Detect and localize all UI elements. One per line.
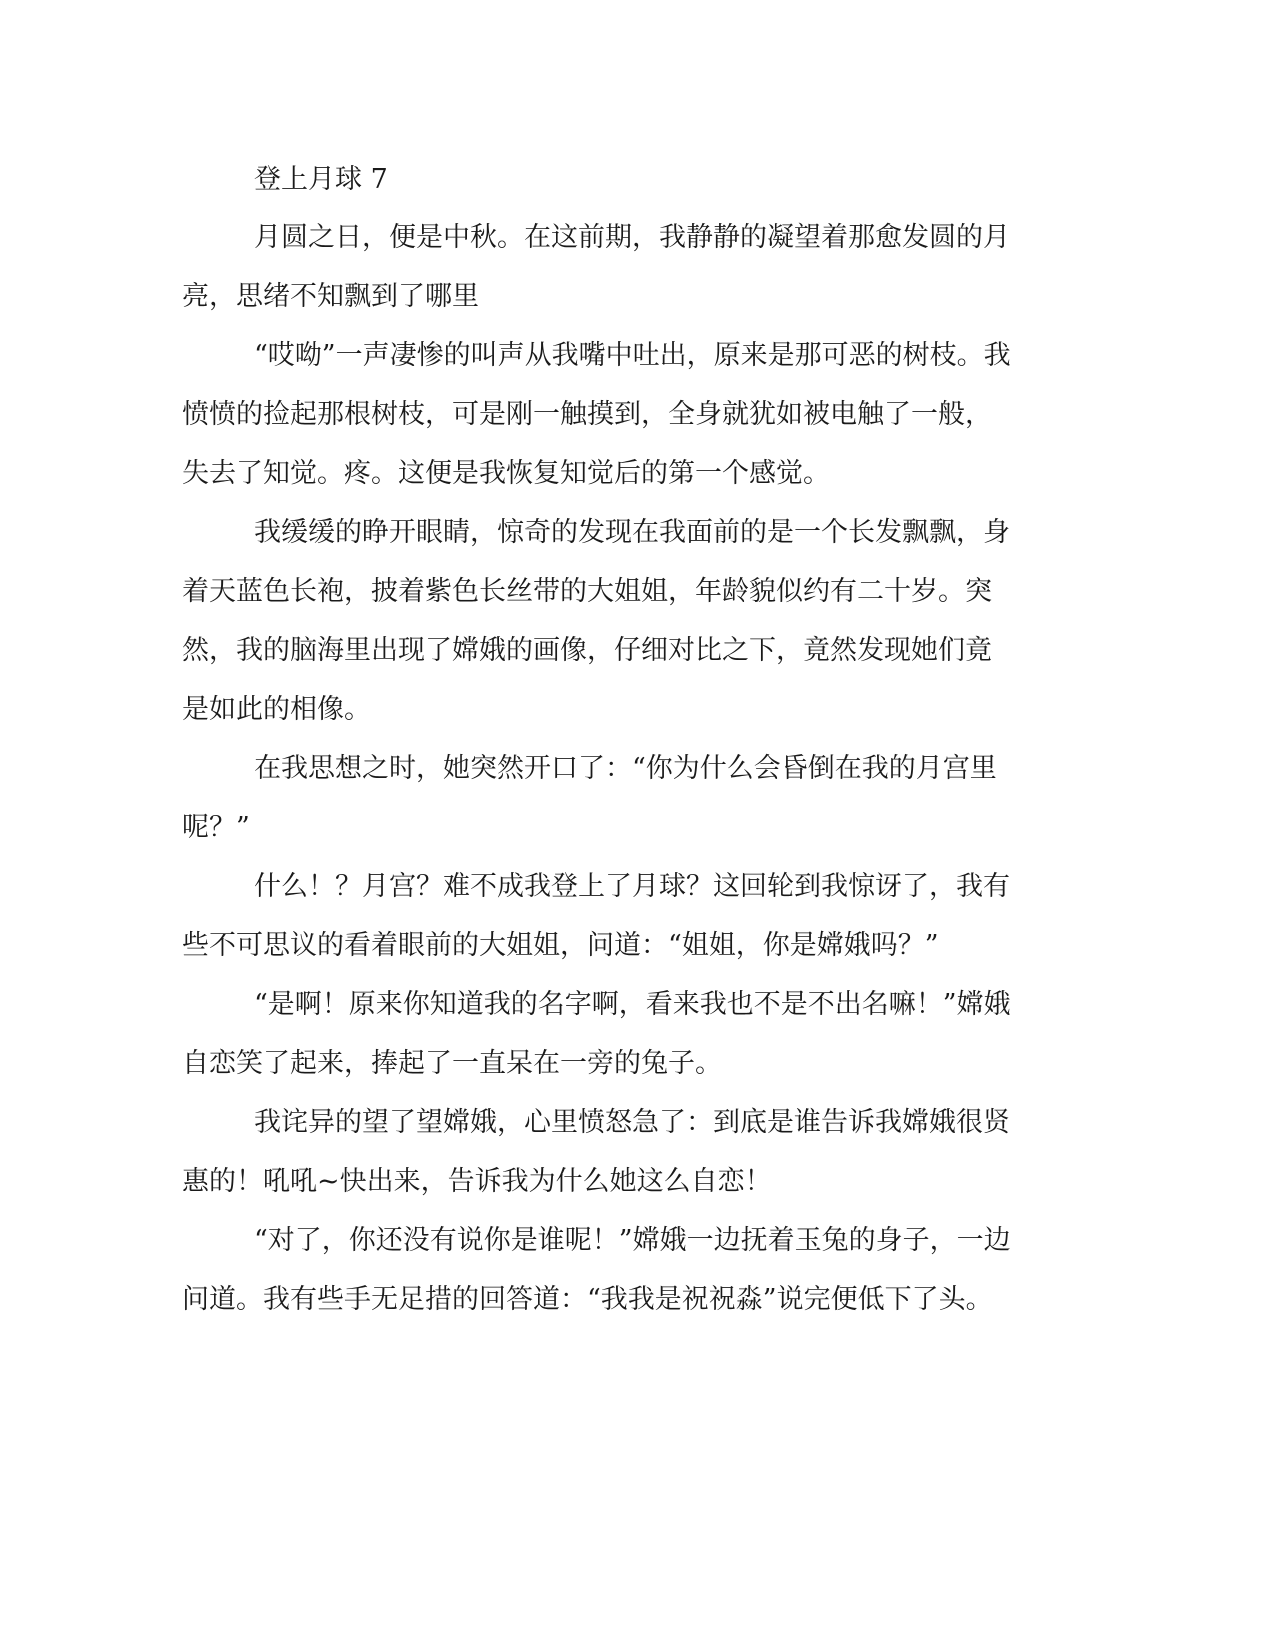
text-line: 我缓缓的睁开眼睛，惊奇的发现在我面前的是一个长发飘飘，身 <box>254 517 1010 548</box>
text-line: “是啊！原来你知道我的名字啊，看来我也不是不出名嘛！”嫦娥 <box>254 989 1011 1020</box>
text-line: 自恋笑了起来，捧起了一直呆在一旁的兔子。 <box>182 1048 722 1079</box>
text-line: 月圆之日，便是中秋。在这前期，我静静的凝望着那愈发圆的月 <box>254 222 1010 253</box>
text-line: 然，我的脑海里出现了嫦娥的画像，仔细对比之下，竟然发现她们竟 <box>182 635 992 666</box>
text-line: 在我思想之时，她突然开口了：“你为什么会昏倒在我的月宫里 <box>254 753 997 784</box>
text-line: 问道。我有些手无足措的回答道：“我我是祝祝淼”说完便低下了头。 <box>182 1284 993 1315</box>
text-line: 什么！？月宫？难不成我登上了月球？这回轮到我惊讶了，我有 <box>254 871 1010 902</box>
text-line: “对了，你还没有说你是谁呢！”嫦娥一边抚着玉兔的身子，一边 <box>254 1225 1011 1256</box>
text-line: 是如此的相像。 <box>182 694 371 725</box>
text-line: 失去了知觉。疼。这便是我恢复知觉后的第一个感觉。 <box>182 458 830 489</box>
text-line: 着天蓝色长袍，披着紫色长丝带的大姐姐，年龄貌似约有二十岁。突 <box>182 576 992 607</box>
text-line: “哎呦”一声凄惨的叫声从我嘴中吐出，原来是那可恶的树枝。我 <box>254 340 1011 371</box>
text-line: 些不可思议的看着眼前的大姐姐，问道：“姐姐，你是嫦娥吗？” <box>182 930 939 961</box>
text-line: 我诧异的望了望嫦娥，心里愤怒急了：到底是谁告诉我嫦娥很贤 <box>254 1107 1010 1138</box>
document-title: 登上月球 7 <box>254 164 388 195</box>
text-line: 亮，思绪不知飘到了哪里 <box>182 281 479 312</box>
text-line: 惠的！吼吼~快出来，告诉我为什么她这么自恋！ <box>182 1166 772 1197</box>
text-line: 呢？” <box>182 812 250 843</box>
text-line: 愤愤的捡起那根树枝，可是刚一触摸到，全身就犹如被电触了一般， <box>182 399 992 430</box>
